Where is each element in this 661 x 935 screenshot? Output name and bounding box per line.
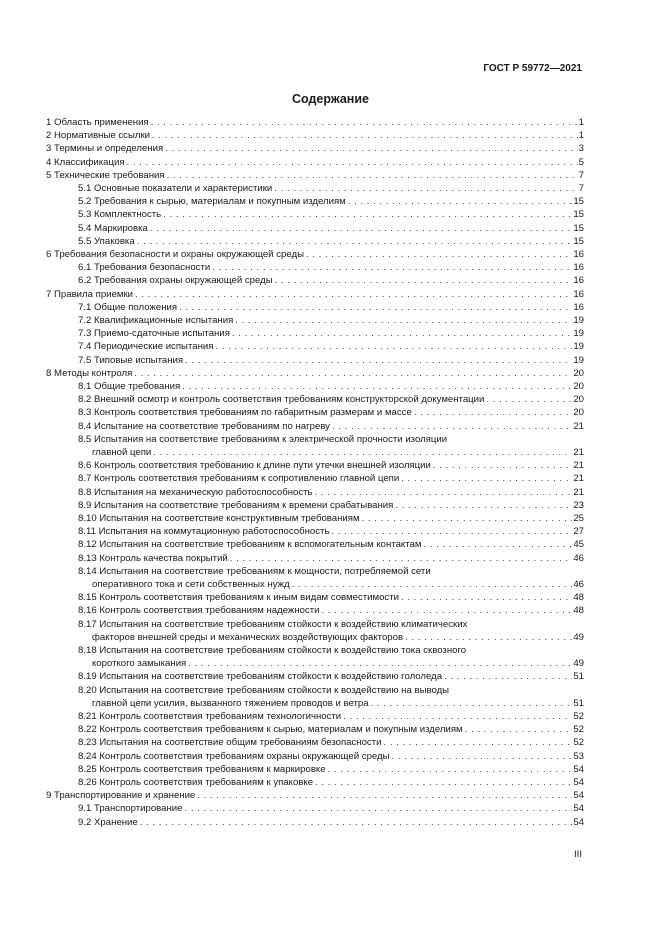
toc-entry-title: 7 Правила приемки (46, 288, 133, 300)
toc-entry-title: 8.1 Общие требования (78, 381, 181, 393)
toc-entry[interactable] (46, 618, 584, 631)
toc-entry-page: 54 (573, 790, 584, 802)
toc-entry-page: 51 (573, 697, 584, 709)
toc-entry[interactable] (46, 340, 584, 353)
toc-entry-title: 7.1 Общие положения (78, 301, 178, 313)
dot-leader (185, 802, 573, 815)
toc-entry-title-continued: факторов внешней среды и механических воздействующих факторов (92, 631, 404, 643)
toc-entry-title: 6.2 Требования охраны окружающей среды (78, 275, 273, 287)
dot-leader (343, 710, 572, 723)
toc-entry-title-continued: оперативного тока и сети собственных нужд (92, 579, 290, 591)
dot-leader (332, 420, 572, 433)
dot-leader (134, 367, 572, 380)
toc-entry-title: 9 Транспортирование и хранение (46, 790, 196, 802)
dot-leader (127, 156, 578, 169)
toc-entry[interactable] (46, 274, 584, 287)
toc-entry-title: 5.1 Основные показатели и характеристики (78, 183, 273, 195)
toc-entry[interactable] (46, 816, 584, 829)
toc-entry-page: 48 (573, 605, 584, 617)
toc-entry-continuation[interactable] (46, 578, 584, 591)
dot-leader (328, 763, 573, 776)
toc-entry[interactable] (46, 354, 584, 367)
toc-entry-page: 52 (573, 711, 584, 723)
toc-entry-page: 19 (573, 328, 584, 340)
dot-leader (331, 525, 572, 538)
toc-entry-title: 8.19 Испытания на соответствие требованиям стойкости к воздействию гололеда (78, 671, 443, 683)
toc-entry-page: 15 (573, 196, 584, 208)
toc-entry-title: 7.3 Приемо-сдаточные испытания (78, 328, 230, 340)
toc-entry-page: 16 (573, 288, 584, 300)
toc-entry[interactable] (46, 156, 584, 169)
toc-entry-title: 5.2 Требования к сырью, материалам и покупным изделиям (78, 196, 346, 208)
dot-leader (235, 314, 572, 327)
toc-entry-title: 5.3 Комплектность (78, 209, 162, 221)
toc-entry[interactable] (46, 552, 584, 565)
toc-entry-title: 8.15 Контроль соответствия требованиям к иным видам совместимости (78, 592, 399, 604)
dot-leader (179, 301, 572, 314)
toc-entry-page: 48 (573, 592, 584, 604)
toc-entry-page: 20 (573, 381, 584, 393)
toc-entry-page: 25 (573, 513, 584, 525)
toc-entry[interactable] (46, 750, 584, 763)
toc-entry-title: 8.7 Контроль соответствия требованиям к сопротивлению главной цепи (78, 473, 400, 485)
toc-entry-title: 5.4 Маркировка (78, 222, 148, 234)
toc-entry-page: 16 (573, 275, 584, 287)
toc-entry-title: 1 Область применения (46, 117, 149, 128)
toc-entry-page: 21 (573, 460, 584, 472)
toc-entry-page: 16 (573, 301, 584, 313)
toc-entry-title: 8.4 Испытание на соответствие требованиям по нагреву (78, 420, 330, 432)
toc-entry-title: 9.1 Транспортирование (78, 803, 183, 815)
toc-entry[interactable] (46, 314, 584, 327)
toc-entry[interactable] (46, 802, 584, 815)
toc-entry-title: 8.21 Контроль соответствия требованиям технологичности (78, 711, 342, 723)
toc-entry-continuation[interactable] (46, 446, 584, 459)
toc-entry-title: 8.17 Испытания на соответствие требованиям стойкости к воздействию климатических (78, 618, 468, 630)
toc-entry-page: 19 (573, 341, 584, 353)
toc-entry[interactable] (46, 142, 584, 155)
toc-entry-title: 8.12 Испытания на соответствие требованиям к вспомогательным контактам (78, 539, 422, 551)
document-id: ГОСТ Р 59772—2021 (483, 63, 582, 74)
toc-entry-title: 8.20 Испытания на соответствие требованиям стойкости к воздействию на выводы (78, 684, 450, 696)
toc-entry-page: 7 (578, 183, 584, 195)
toc-entry[interactable] (46, 195, 584, 208)
toc-entry[interactable] (46, 776, 584, 789)
toc-entry[interactable] (46, 472, 584, 485)
dot-leader (322, 604, 573, 617)
dot-leader (383, 736, 572, 749)
dot-leader (395, 499, 572, 512)
toc-entry-title: 8.25 Контроль соответствия требованиям к маркировке (78, 763, 326, 775)
dot-leader (151, 116, 578, 129)
toc-entry[interactable] (46, 420, 584, 433)
toc-entry-title: 7.2 Квалификационные испытания (78, 315, 234, 327)
toc-entry[interactable] (46, 248, 584, 261)
toc-entry[interactable] (46, 486, 584, 499)
toc-entry-page: 15 (573, 235, 584, 247)
toc-entry-page: 1 (578, 130, 584, 142)
page-title: Содержание (291, 92, 369, 106)
toc-entry[interactable] (46, 512, 584, 525)
dot-leader (315, 776, 572, 789)
dot-leader (182, 380, 572, 393)
toc-entry-page: 49 (573, 631, 584, 643)
toc-entry-title: 8.22 Контроль соответствия требованиям к сырью, материалам и покупным изделиям (78, 724, 463, 736)
dot-leader (414, 406, 573, 419)
toc-entry-page: 45 (573, 539, 584, 551)
toc-entry-title: 5 Технические требования (46, 169, 165, 181)
dot-leader (215, 340, 572, 353)
toc-entry-title: 8.13 Контроль качества покрытий (78, 552, 228, 564)
toc-entry[interactable] (46, 327, 584, 340)
toc-entry-page: 53 (573, 750, 584, 762)
dot-leader (152, 129, 578, 142)
toc-entry-title: 6.1 Требования безопасности (78, 262, 211, 274)
toc-entry-page: 15 (573, 222, 584, 234)
toc-entry-page: 21 (573, 420, 584, 432)
toc-entry[interactable] (46, 288, 584, 301)
toc-entry-page: 51 (573, 671, 584, 683)
dot-leader (292, 578, 573, 591)
toc-entry[interactable] (46, 169, 584, 182)
toc-entry[interactable] (46, 406, 584, 419)
toc-entry[interactable] (46, 604, 584, 617)
toc-entry-page: 16 (573, 262, 584, 274)
toc-entry-page: 20 (573, 407, 584, 419)
dot-leader (167, 169, 578, 182)
toc-entry-title-continued: главной цепи усилия, вызванного тяжением проводов и ветра (92, 697, 369, 709)
dot-leader (140, 816, 573, 829)
toc-entry-page: 5 (578, 156, 584, 168)
page-number: III (574, 849, 582, 860)
toc-entry-title: 8.9 Испытания на соответствие требованиям к времени срабатывания (78, 499, 394, 511)
toc-entry-page: 54 (573, 777, 584, 789)
toc-entry-page: 19 (573, 354, 584, 366)
toc-entry[interactable] (46, 459, 584, 472)
dot-leader (433, 459, 572, 472)
toc-entry-page: 54 (573, 763, 584, 775)
toc-entry-title: 5.5 Упаковка (78, 235, 135, 247)
toc-entry-page: 16 (573, 249, 584, 261)
toc-entry[interactable] (46, 789, 584, 802)
toc-entry-page: 27 (573, 526, 584, 538)
toc-entry-continuation[interactable] (46, 631, 584, 644)
toc-entry-page: 46 (573, 552, 584, 564)
toc-entry[interactable] (46, 222, 584, 235)
toc-entry-page: 20 (573, 394, 584, 406)
dot-leader (163, 208, 572, 221)
toc-entry[interactable] (46, 525, 584, 538)
toc-entry[interactable] (46, 499, 584, 512)
dot-leader (423, 538, 572, 551)
toc-entry[interactable] (46, 367, 584, 380)
toc-entry[interactable] (46, 393, 584, 406)
dot-leader (444, 670, 572, 683)
toc-entry-title: 8.16 Контроль соответствия требованиям надежности (78, 605, 320, 617)
toc-entry-page: 23 (573, 499, 584, 511)
toc-entry[interactable] (46, 763, 584, 776)
toc-entry-page: 21 (573, 486, 584, 498)
dot-leader (371, 697, 573, 710)
toc-entry-continuation[interactable] (46, 657, 584, 670)
toc-entry-title: 8.26 Контроль соответствия требованиям к упаковке (78, 777, 314, 789)
toc-entry[interactable] (46, 670, 584, 683)
toc-entry[interactable] (46, 433, 584, 446)
dot-leader (306, 248, 572, 261)
toc-entry-page: 15 (573, 209, 584, 221)
toc-entry-page: 1 (578, 117, 584, 128)
dot-leader (137, 235, 573, 248)
toc-entry[interactable] (46, 723, 584, 736)
toc-entry-title: 7.4 Периодические испытания (78, 341, 214, 353)
toc-entry[interactable] (46, 235, 584, 248)
dot-leader (274, 182, 577, 195)
toc-entry[interactable] (46, 380, 584, 393)
toc-entry-page: 54 (573, 816, 584, 828)
toc-entry[interactable] (46, 736, 584, 749)
toc-entry-page: 7 (578, 169, 584, 181)
toc-entry-page: 54 (573, 803, 584, 815)
toc-entry-title: 7.5 Типовые испытания (78, 354, 184, 366)
toc-entry-page: 46 (573, 579, 584, 591)
toc-entry[interactable] (46, 565, 584, 578)
toc-entry[interactable] (46, 538, 584, 551)
toc-entry-title: 6 Требования безопасности и охраны окружающей среды (46, 249, 304, 261)
dot-leader (401, 472, 572, 485)
toc-entry-title: 8.6 Контроль соответствия требованию к длине пути утечки внешней изоляции (78, 460, 431, 472)
toc-entry-page: 19 (573, 315, 584, 327)
toc-entry[interactable] (46, 261, 584, 274)
dot-leader (405, 631, 572, 644)
dot-leader (197, 789, 572, 802)
dot-leader (165, 142, 577, 155)
toc-entry-title: 8.5 Испытания на соответствие требованиям к электрической прочности изоляции (78, 433, 448, 445)
toc-entry[interactable] (46, 182, 584, 195)
toc-entry-page: 52 (573, 724, 584, 736)
toc-entry[interactable] (46, 684, 584, 697)
dot-leader (348, 195, 573, 208)
toc-entry-title: 8.18 Испытания на соответствие требованиям стойкости к воздействию тока сквозного (78, 645, 467, 657)
toc-entry-page: 3 (578, 143, 584, 155)
toc-entry-title: 4 Классификация (46, 156, 125, 168)
dot-leader (185, 354, 572, 367)
toc-entry[interactable] (46, 710, 584, 723)
toc-entry-title: 3 Термины и определения (46, 143, 164, 155)
toc-entry-title: 8.23 Испытания на соответствие общим требованиям безопасности (78, 737, 382, 749)
toc-entry-title: 8.8 Испытания на механическую работоспособность (78, 486, 313, 498)
toc-entry-page: 21 (573, 473, 584, 485)
toc-entry-page: 20 (573, 367, 584, 379)
toc-entry-title: 8.24 Контроль соответствия требованиям охраны окружающей среды (78, 750, 390, 762)
table-of-contents (46, 116, 584, 829)
toc-entry-title-continued: главной цепи (92, 447, 152, 459)
toc-entry-title-continued: короткого замыкания (92, 658, 187, 670)
toc-entry[interactable] (46, 116, 584, 129)
dot-leader (135, 288, 572, 301)
toc-entry-title: 8.2 Внешний осмотр и контроль соответствия требованиям конструкторской документации (78, 394, 485, 406)
dot-leader (401, 591, 572, 604)
toc-entry-title: 8 Методы контроля (46, 367, 133, 379)
dot-leader (212, 261, 572, 274)
toc-entry-page: 49 (573, 658, 584, 670)
toc-entry[interactable] (46, 644, 584, 657)
dot-leader (232, 327, 572, 340)
toc-entry-title: 2 Нормативные ссылки (46, 130, 151, 142)
dot-leader (230, 552, 573, 565)
dot-leader (150, 222, 572, 235)
toc-entry-page: 21 (573, 447, 584, 459)
dot-leader (315, 486, 573, 499)
dot-leader (153, 446, 572, 459)
toc-entry-title: 9.2 Хранение (78, 816, 138, 828)
toc-entry-title: 8.11 Испытания на коммутационную работоспособность (78, 526, 330, 538)
toc-entry-continuation[interactable] (46, 697, 584, 710)
dot-leader (275, 274, 573, 287)
dot-leader (486, 393, 572, 406)
dot-leader (188, 657, 572, 670)
dot-leader (392, 750, 573, 763)
toc-entry[interactable] (46, 129, 584, 142)
toc-entry[interactable] (46, 591, 584, 604)
toc-entry-page: 52 (573, 737, 584, 749)
toc-entry-title: 8.10 Испытания на соответствие конструктивным требованиям (78, 513, 360, 525)
toc-entry[interactable] (46, 208, 584, 221)
dot-leader (465, 723, 573, 736)
dot-leader (362, 512, 573, 525)
toc-entry[interactable] (46, 301, 584, 314)
toc-entry-title: 8.3 Контроль соответствия требованиям по габаритным размерам и массе (78, 407, 412, 419)
toc-entry-title: 8.14 Испытания на соответствие требованиям к мощности, потребляемой сети (78, 565, 431, 577)
